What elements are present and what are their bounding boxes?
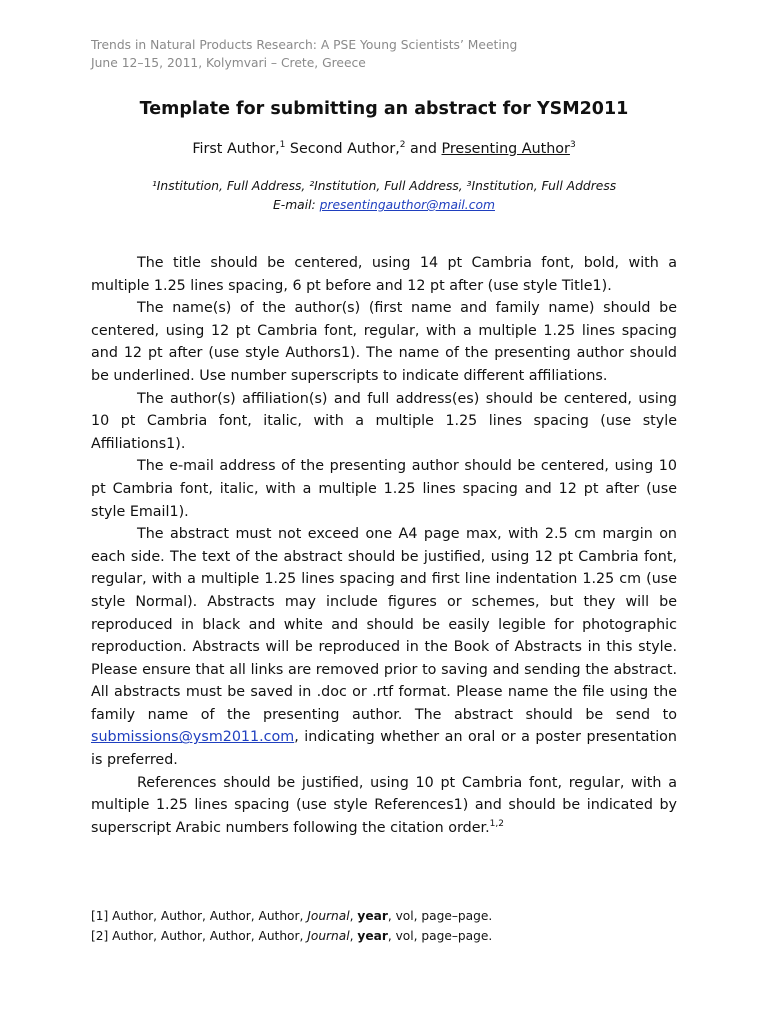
paragraph-abstract-style	[91, 523, 677, 772]
author-list	[0, 139, 768, 159]
email-line	[0, 196, 768, 215]
reference-year: year	[357, 929, 388, 943]
second-author: Second Author,	[285, 141, 400, 157]
abstract-style-text: The abstract must not exceed one A4 page max, with 2.5 cm margin on each side. The text of the abstract should be justified, using 12 pt Cambria font, regular, with a multiple 1.25 lines spacing and first line indentation 1.25 cm (use style Normal). Abstracts may include figures or schemes, but they will be reproduced in black and white and should be easily legible for photographic reproduction. Abstracts will be reproduced in the Book of Abstracts in this style. Please ensure that all links are removed prior to saving and sending the abstract. All abstracts must be saved in .doc or .rtf format. Please name the file using the family name of the presenting author. The abstract should be send to	[91, 526, 677, 723]
paragraph-title-style: The title should be centered, using 14 pt Cambria font, bold, with a multiple 1.25 lines spacing, 6 pt before and 12 pt after (use style Title1).	[91, 255, 677, 294]
paragraph-email-style: The e-mail address of the presenting author should be centered, using 10 pt Cambria font, italic, with a multiple 1.25 lines spacing and 12 pt after (use style Email1).	[91, 458, 677, 520]
affiliation-sup-3: 3	[569, 140, 576, 151]
author-conjunction: and	[405, 141, 442, 157]
reference-year: year	[357, 909, 388, 923]
abstract-body	[91, 252, 677, 839]
citation-superscript: 1,2	[489, 819, 504, 830]
presenting-author: Presenting Author	[441, 141, 570, 157]
reference-journal: Journal	[307, 909, 350, 923]
reference-list	[91, 906, 492, 946]
abstract-title: Template for submitting an abstract for YSM2011	[139, 99, 629, 119]
reference-item	[91, 906, 492, 926]
reference-number: [1]	[91, 909, 113, 923]
reference-authors: Author, Author, Author, Author,	[112, 909, 308, 923]
first-author: First Author,	[192, 141, 280, 157]
presenting-author-email-link[interactable]: presentingauthor@mail.com	[319, 198, 495, 212]
email-label: E-mail:	[273, 198, 320, 212]
submissions-email-link[interactable]: submissions@ysm2011.com	[91, 729, 295, 746]
reference-number: [2]	[91, 929, 113, 943]
reference-authors: Author, Author, Author, Author,	[112, 929, 308, 943]
affiliation-sup-2: 2	[399, 140, 406, 151]
reference-journal: Journal	[307, 929, 350, 943]
conference-name: Trends in Natural Products Research: A PSE Young Scientists’ Meeting	[91, 38, 518, 52]
affiliations-block	[0, 177, 768, 215]
abstract-style-tail: , indicating whether an oral or a poster presentation is preferred.	[91, 729, 677, 769]
references-style-text: References should be justified, using 10 pt Cambria font, regular, with a multiple 1.25 lines spacing (use style References1) and should be indicated by superscript Arabic numbers following the citation order.	[91, 774, 677, 836]
affiliations-line: ¹Institution, Full Address, ²Institution, Full Address, ³Institution, Full Address	[151, 179, 617, 193]
reference-separator: ,	[349, 909, 358, 923]
reference-item	[91, 926, 492, 946]
conference-header	[91, 36, 517, 72]
reference-rest: , vol, page–page.	[387, 929, 493, 943]
paragraph-references-style	[91, 772, 677, 840]
paragraph-affiliations-style: The author(s) affiliation(s) and full address(es) should be centered, using 10 pt Cambria font, italic, with a multiple 1.25 lines spacing (use style Affiliations1).	[91, 390, 677, 452]
reference-separator: ,	[349, 929, 358, 943]
affiliation-sup-1: 1	[279, 140, 286, 151]
reference-rest: , vol, page–page.	[387, 909, 493, 923]
paragraph-authors-style: The name(s) of the author(s) (first name and family name) should be centered, using 12 pt Cambria font, regular, with a multiple 1.25 lines spacing and 12 pt after (use style Authors1). The name of the presenting author should be underlined. Use number superscripts to indicate different affiliations.	[91, 300, 677, 384]
conference-date-location: June 12–15, 2011, Kolymvari – Crete, Greece	[91, 56, 366, 70]
